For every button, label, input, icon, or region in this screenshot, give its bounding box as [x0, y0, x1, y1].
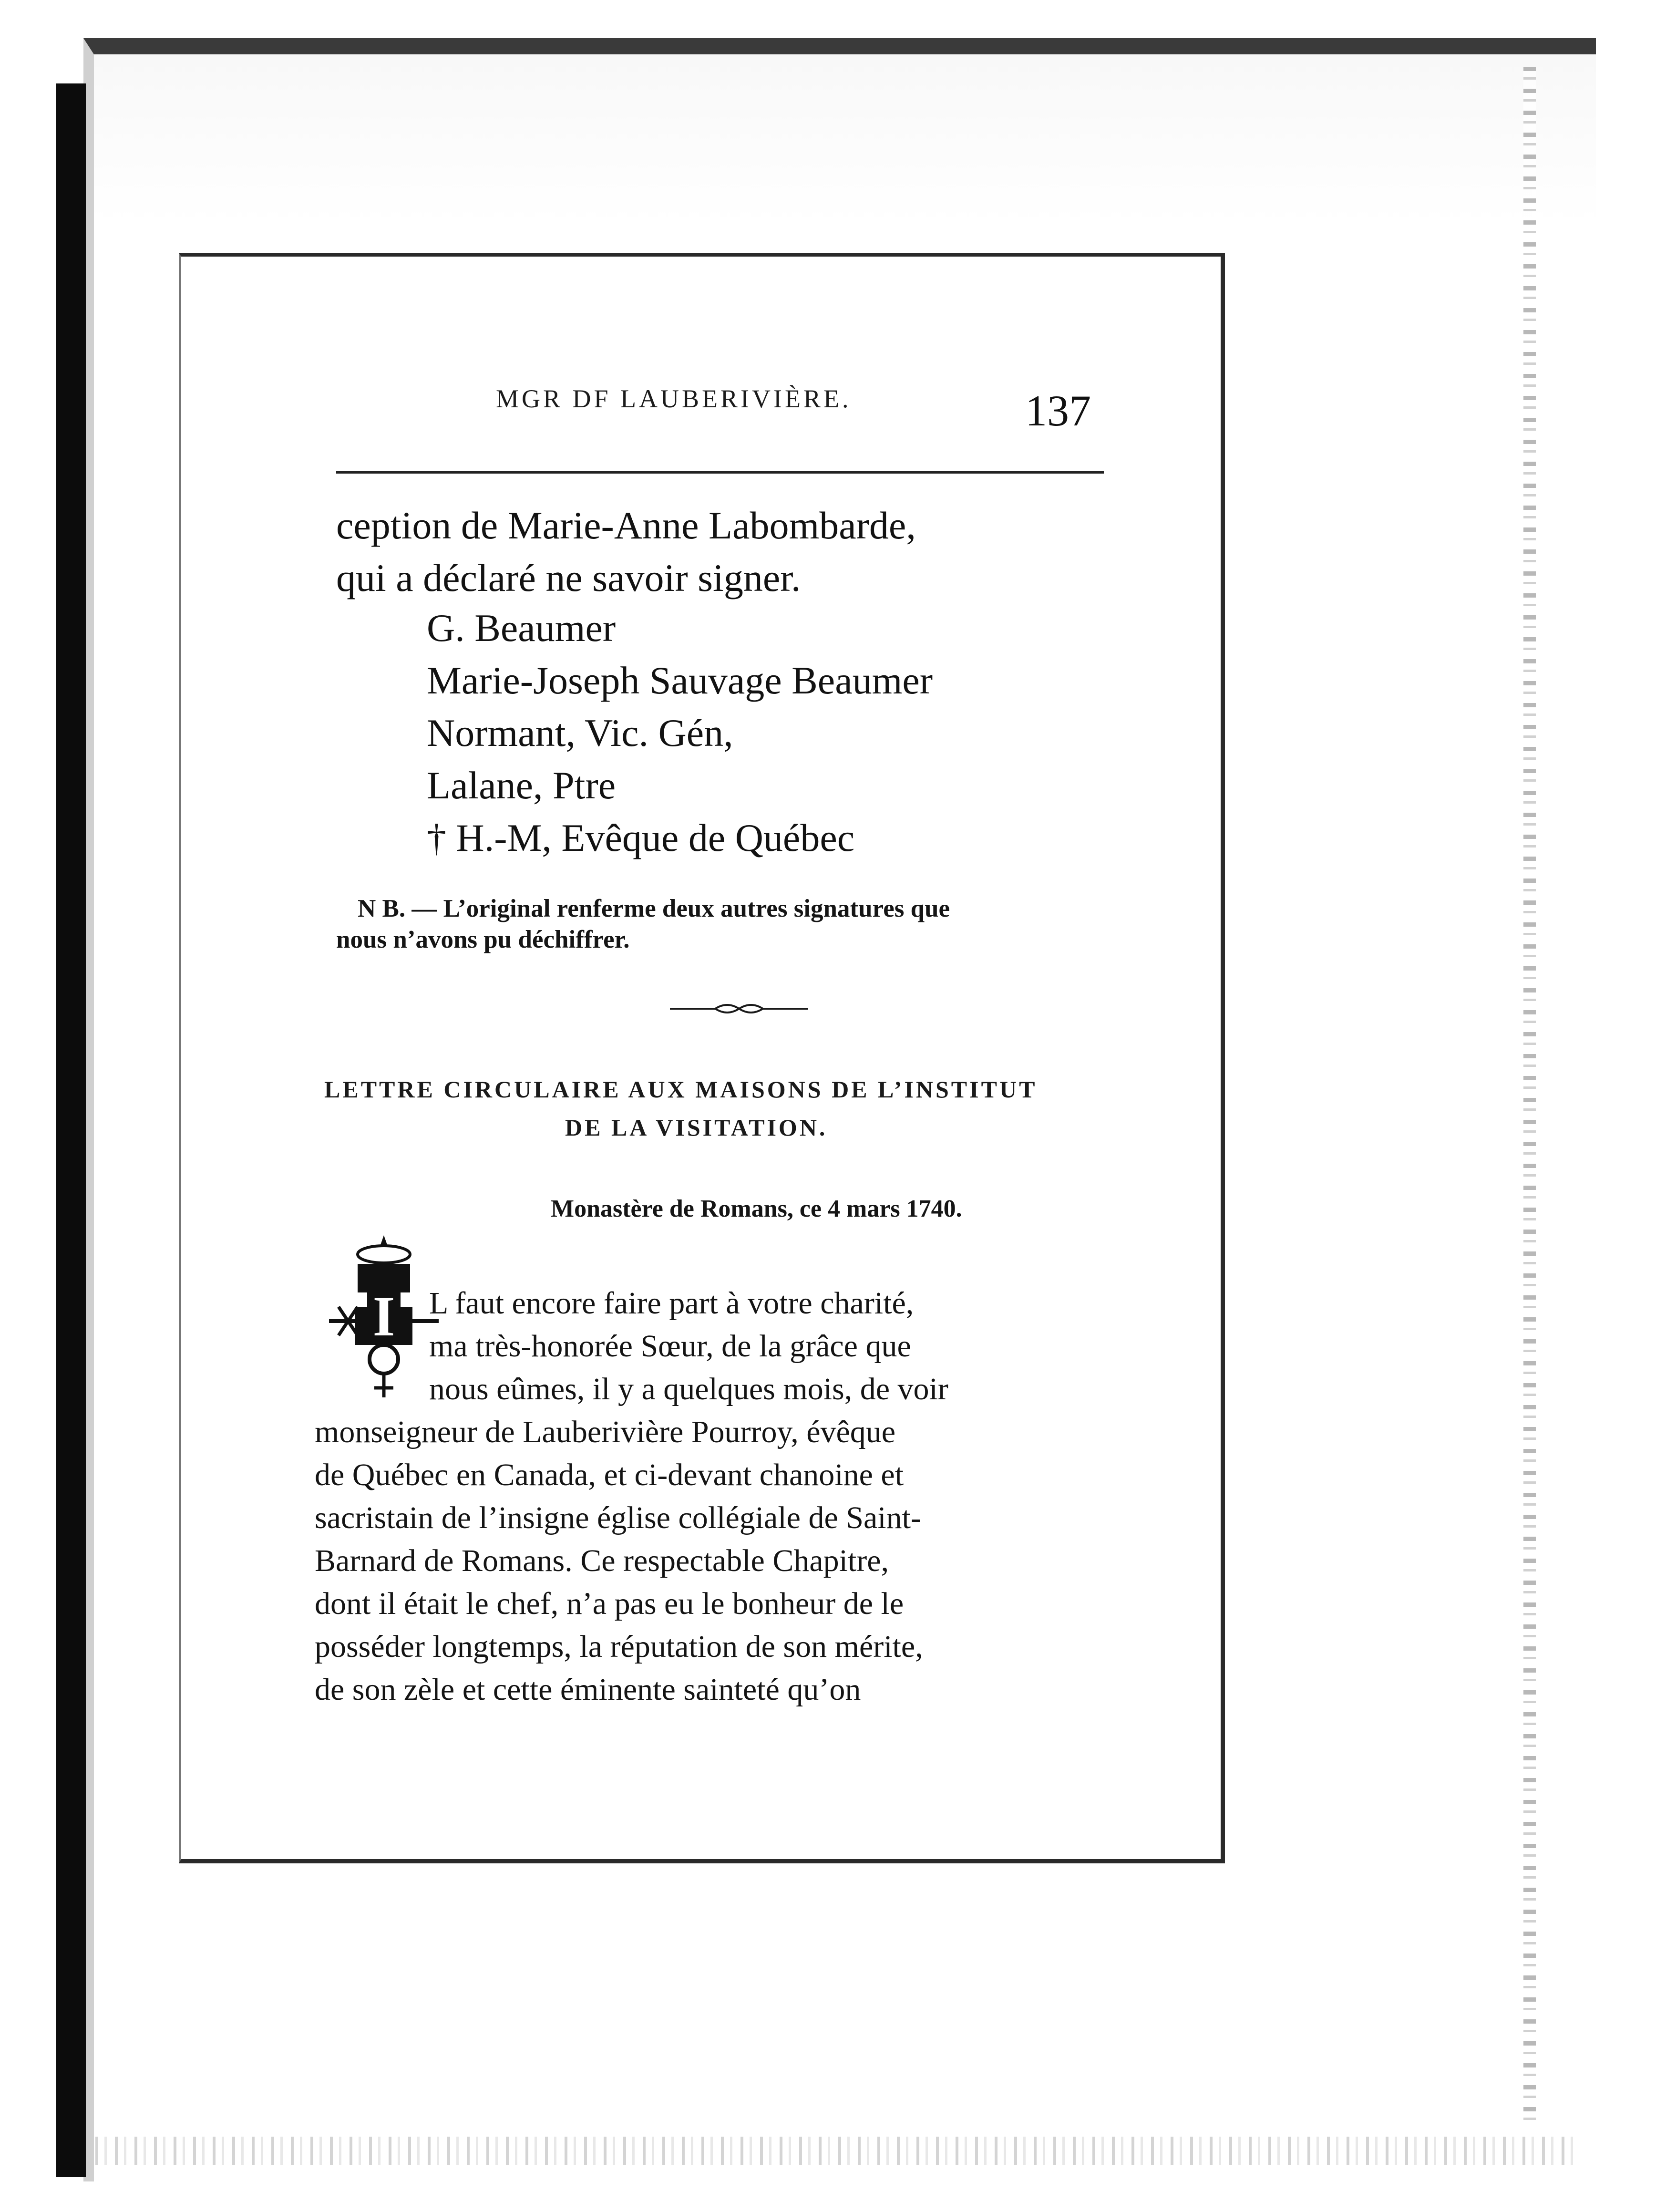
drop-cap-letter: I [372, 1284, 395, 1348]
letter-line-1: L faut encore faire part à votre charité, [429, 1286, 914, 1321]
letter-line-5: de Québec en Canada, et ci-devant chanoine et [315, 1457, 904, 1492]
signature-5: † H.-M, Evêque de Québec [427, 816, 855, 859]
drop-cap-ornament-icon [329, 1235, 439, 1397]
signature-4: Lalane, Ptre [427, 764, 616, 807]
note-line-2: nous n’avons pu déchiffrer. [336, 926, 630, 953]
signature-3: Normant, Vic. Gén, [427, 711, 733, 755]
continuation-line-1: ception de Marie-Anne Labombarde, [336, 504, 916, 547]
letter-line-7: Barnard de Romans. Ce respectable Chapitre, [315, 1543, 889, 1578]
note-line-1: N B. — L’original renferme deux autres signatures que [358, 895, 950, 922]
drop-cap [329, 1235, 439, 1397]
section-title-line-1: LETTRE CIRCULAIRE AUX MAISONS DE L’INSTITUT [324, 1076, 1038, 1103]
letter-line-3: nous eûmes, il y a quelques mois, de voir [429, 1372, 948, 1406]
page-number: 137 [1025, 386, 1091, 435]
header-rule [336, 471, 1104, 474]
dateline: Monastère de Romans, ce 4 mars 1740. [551, 1195, 962, 1222]
scan-noise-right [1523, 67, 1536, 2127]
book-spine-shadow [56, 83, 86, 2177]
section-ornament [670, 999, 808, 1018]
signature-1: G. Beaumer [427, 606, 616, 650]
letter-line-8: dont il était le chef, n’a pas eu le bonheur de le [315, 1586, 904, 1621]
letter-line-4: monseigneur de Lauberivière Pourroy, évêque [315, 1415, 896, 1449]
running-head: MGR DF LAUBERIVIÈRE. [496, 384, 852, 413]
section-title-line-2: DE LA VISITATION. [565, 1114, 828, 1141]
letter-line-2: ma très-honorée Sœur, de la grâce que [429, 1329, 911, 1364]
continuation-line-2: qui a déclaré ne savoir signer. [336, 556, 801, 600]
letter-line-9: posséder longtemps, la réputation de son mérite, [315, 1629, 923, 1664]
letter-line-10: de son zèle et cette éminente sainteté qu’on [315, 1672, 861, 1707]
letter-line-6: sacristain de l’insigne église collégiale de Saint- [315, 1500, 921, 1535]
scan-noise-bottom [95, 2137, 1573, 2165]
signature-2: Marie-Joseph Sauvage Beaumer [427, 659, 933, 702]
